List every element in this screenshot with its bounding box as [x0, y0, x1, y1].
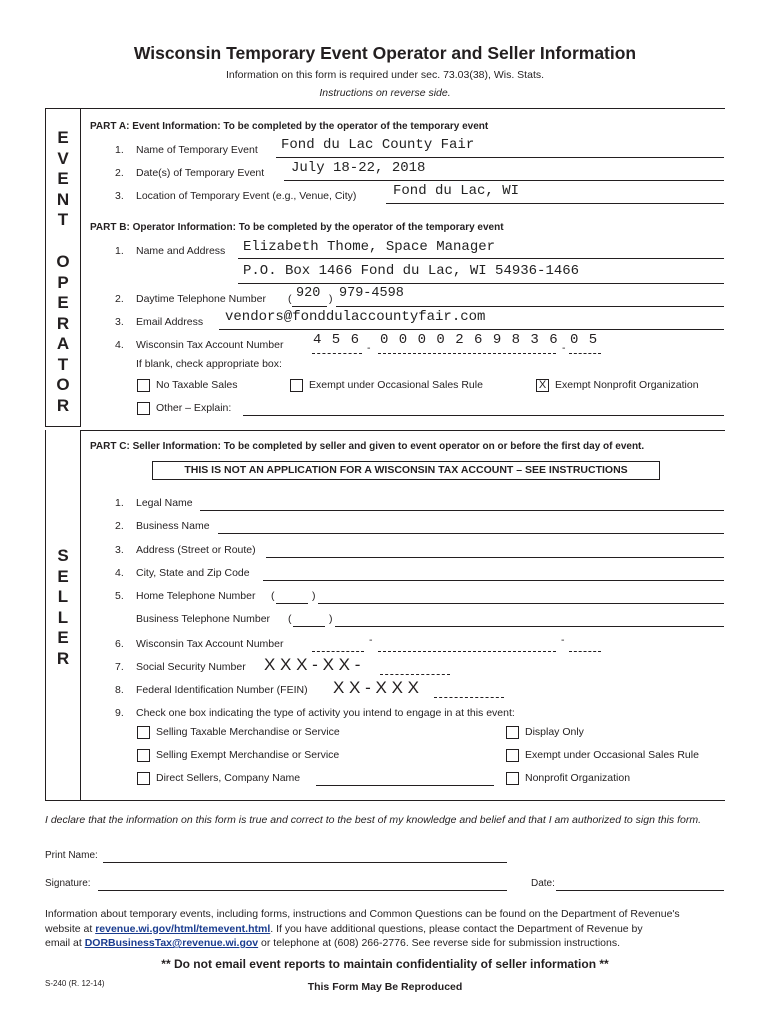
- part-c-4-num: 4.: [115, 567, 124, 579]
- event-location-value[interactable]: Fond du Lac, WI: [393, 183, 520, 199]
- left-rule-seller: [45, 430, 46, 800]
- section-divider: [80, 430, 725, 431]
- part-c-3-num: 3.: [115, 544, 124, 556]
- exempt-nonprofit-label: Exempt Nonprofit Organization: [555, 379, 699, 391]
- operator-phone-area[interactable]: 920: [296, 286, 321, 301]
- statute-note: Information on this form is required under sec. 73.03(38), Wis. Stats.: [225, 69, 545, 81]
- tax-blank-1: [312, 353, 362, 354]
- temevent-link[interactable]: revenue.wi.gov/html/temevent.html: [95, 922, 271, 935]
- business-phone-area-field[interactable]: [293, 626, 325, 627]
- operator-phone-value[interactable]: 979-4598: [339, 286, 404, 301]
- part-c-2-num: 2.: [115, 520, 124, 532]
- part-c-6-num: 6.: [115, 638, 124, 650]
- part-b-1-num: 1.: [115, 245, 124, 257]
- part-a-1-num: 1.: [115, 144, 124, 156]
- tax-dash-2: -: [562, 342, 566, 354]
- part-b-4-num: 4.: [115, 339, 124, 351]
- side-label-operator: O P E R A T O R: [56, 252, 70, 415]
- part-a-3-num: 3.: [115, 190, 124, 202]
- part-b-2-num: 2.: [115, 293, 124, 305]
- other-explain-label: Other – Explain:: [156, 402, 232, 414]
- business-name-field[interactable]: [218, 533, 724, 534]
- exempt-nonprofit-checkbox[interactable]: X: [536, 379, 549, 392]
- legal-name-label: Legal Name: [136, 497, 193, 509]
- ssn-label: Social Security Number: [136, 661, 246, 673]
- seller-tax-dash-1: -: [369, 634, 373, 646]
- operator-email-value[interactable]: vendors@fonddulaccountyfair.com: [225, 309, 486, 325]
- event-dates-label: Date(s) of Temporary Event: [136, 167, 265, 179]
- inner-rule-event: [80, 108, 81, 426]
- print-name-label: Print Name:: [45, 850, 98, 861]
- signature-label: Signature:: [45, 878, 91, 889]
- exempt-occasional-checkbox[interactable]: [290, 379, 303, 392]
- operator-tax-part2[interactable]: 0 0 0 0 2 6 9 8 3 6: [380, 332, 559, 348]
- part-c-5-num: 5.: [115, 590, 124, 602]
- phone-area-line: [292, 306, 327, 307]
- not-application-notice: THIS IS NOT AN APPLICATION FOR A WISCONSIN TAX ACCOUNT – SEE INSTRUCTIONS: [152, 461, 660, 480]
- no-taxable-sales-label: No Taxable Sales: [156, 379, 238, 391]
- activity-label: Check one box indicating the type of activity you intend to engage in at this event:: [136, 707, 515, 719]
- business-name-label: Business Name: [136, 520, 210, 532]
- top-rule: [45, 108, 725, 109]
- business-phone-open-paren: (: [288, 613, 292, 625]
- operator-name-line: [238, 258, 724, 259]
- seller-tax-dash-2: -: [561, 634, 565, 646]
- seller-address-field[interactable]: [266, 557, 724, 558]
- tax-blank-3: [569, 353, 601, 354]
- phone-number-line: [336, 306, 724, 307]
- direct-sellers-label: Direct Sellers, Company Name: [156, 772, 301, 784]
- seller-address-label: Address (Street or Route): [136, 544, 256, 556]
- direct-sellers-checkbox[interactable]: [137, 772, 150, 785]
- info-line-2: website at revenue.wi.gov/html/temevent.html. If you have additional questions, please contact the Department of Revenue by: [45, 922, 643, 935]
- part-b-heading: PART B: Operator Information: To be completed by the operator of the temporary event: [90, 222, 504, 233]
- part-a-2-num: 2.: [115, 167, 124, 179]
- event-dates-line: [284, 180, 724, 181]
- side-divider: [45, 426, 81, 427]
- event-location-line: [386, 203, 724, 204]
- part-c-7-num: 7.: [115, 661, 124, 673]
- side-label-event: E V E N T: [56, 128, 70, 229]
- date-label: Date:: [531, 878, 555, 889]
- fein-field[interactable]: [434, 697, 504, 698]
- exempt-occasional-seller-checkbox[interactable]: [506, 749, 519, 762]
- city-state-zip-label: City, State and Zip Code: [136, 567, 250, 579]
- exempt-occasional-seller-label: Exempt under Occasional Sales Rule: [525, 749, 699, 761]
- display-only-label: Display Only: [525, 726, 584, 738]
- declaration-text: I declare that the information on this form is true and correct to the best of my knowledge and belief and that I am authorized to sign this form.: [45, 814, 702, 826]
- signature-field[interactable]: [98, 890, 507, 891]
- form-id: S-240 (R. 12-14): [45, 979, 105, 988]
- date-field[interactable]: [556, 890, 724, 891]
- print-name-field[interactable]: [103, 862, 507, 863]
- seller-tax-field-2[interactable]: [378, 651, 556, 652]
- seller-tax-field-1[interactable]: [312, 651, 364, 652]
- city-state-zip-field[interactable]: [263, 580, 724, 581]
- event-dates-value[interactable]: July 18-22, 2018: [291, 160, 426, 176]
- nonprofit-checkbox[interactable]: [506, 772, 519, 785]
- event-name-label: Name of Temporary Event: [136, 144, 258, 156]
- part-c-heading: PART C: Seller Information: To be completed by seller and given to event operator on or before the first day of event.: [90, 441, 645, 452]
- other-explain-line: [243, 415, 724, 416]
- business-phone-close-paren: ): [329, 613, 333, 625]
- instructions-note: Instructions on reverse side.: [319, 87, 451, 99]
- home-phone-area-field[interactable]: [276, 603, 308, 604]
- exempt-occasional-label: Exempt under Occasional Sales Rule: [309, 379, 483, 391]
- selling-exempt-checkbox[interactable]: [137, 749, 150, 762]
- fein-mask: X X - X X X: [333, 678, 419, 697]
- part-c-8-num: 8.: [115, 684, 124, 696]
- ssn-last-four-field[interactable]: [380, 674, 450, 675]
- selling-taxable-label: Selling Taxable Merchandise or Service: [156, 726, 340, 738]
- fein-label: Federal Identification Number (FEIN): [136, 684, 308, 696]
- inner-rule-seller: [80, 430, 81, 800]
- operator-tax-label: Wisconsin Tax Account Number: [136, 339, 284, 351]
- event-name-value[interactable]: Fond du Lac County Fair: [281, 137, 475, 153]
- event-name-line: [276, 157, 724, 158]
- no-taxable-sales-checkbox[interactable]: [137, 379, 150, 392]
- tax-blank-2: [378, 353, 556, 354]
- nonprofit-label: Nonprofit Organization: [525, 772, 631, 784]
- phone-open-paren: (: [288, 293, 292, 305]
- part-b-3-num: 3.: [115, 316, 124, 328]
- selling-exempt-label: Selling Exempt Merchandise or Service: [156, 749, 340, 761]
- part-c-9-num: 9.: [115, 707, 124, 719]
- other-checkbox[interactable]: [137, 402, 150, 415]
- operator-tax-part1[interactable]: 4 5 6: [313, 332, 361, 348]
- confidentiality-warning: ** Do not email event reports to maintain confidentiality of seller information **: [161, 957, 609, 971]
- home-phone-close-paren: ): [312, 590, 316, 602]
- business-phone-label: Business Telephone Number: [136, 613, 271, 625]
- part-c-1-num: 1.: [115, 497, 124, 509]
- part-a-heading: PART A: Event Information: To be completed by the operator of the temporary event: [90, 121, 489, 132]
- event-location-label: Location of Temporary Event (e.g., Venue, City): [136, 190, 357, 202]
- info-line-3: email at DORBusinessTax@revenue.wi.gov or telephone at (608) 266-2776. See reverse side for submission instructions.: [45, 937, 620, 949]
- info-line-1: Information about temporary events, including forms, instructions and Common Questions can be found on the Department of Revenue's: [45, 908, 680, 920]
- form-title: Wisconsin Temporary Event Operator and Seller Information: [133, 43, 637, 63]
- side-label-seller: S E L L E R: [56, 546, 70, 668]
- seller-tax-field-3[interactable]: [569, 651, 601, 652]
- operator-address-value[interactable]: P.O. Box 1466 Fond du Lac, WI 54936-1466: [243, 263, 580, 279]
- operator-email-line: [219, 329, 724, 330]
- operator-address-line: [238, 283, 724, 284]
- operator-phone-label: Daytime Telephone Number: [136, 293, 266, 305]
- tax-dash-1: -: [367, 342, 371, 354]
- info-paragraph: [45, 907, 735, 951]
- selling-taxable-checkbox[interactable]: [137, 726, 150, 739]
- left-rule-event: [45, 108, 46, 426]
- ssn-mask: X X X - X X -: [264, 655, 361, 674]
- email-link[interactable]: DORBusinessTax@revenue.wi.gov: [84, 937, 259, 949]
- phone-close-paren: ): [329, 293, 333, 305]
- home-phone-label: Home Telephone Number: [136, 590, 256, 602]
- reproduce-note: This Form May Be Reproduced: [307, 981, 463, 993]
- bottom-rule: [45, 800, 725, 801]
- operator-name-value[interactable]: Elizabeth Thome, Space Manager: [243, 239, 496, 255]
- blank-note: If blank, check appropriate box:: [136, 358, 282, 370]
- operator-email-label: Email Address: [136, 316, 204, 328]
- company-name-field[interactable]: [316, 785, 494, 786]
- business-phone-field[interactable]: [335, 626, 724, 627]
- operator-name-label: Name and Address: [136, 245, 226, 257]
- operator-tax-part3[interactable]: 0 5: [570, 332, 599, 348]
- display-only-checkbox[interactable]: [506, 726, 519, 739]
- home-phone-open-paren: (: [271, 590, 275, 602]
- home-phone-field[interactable]: [318, 603, 724, 604]
- legal-name-field[interactable]: [200, 510, 724, 511]
- seller-tax-label: Wisconsin Tax Account Number: [136, 638, 284, 650]
